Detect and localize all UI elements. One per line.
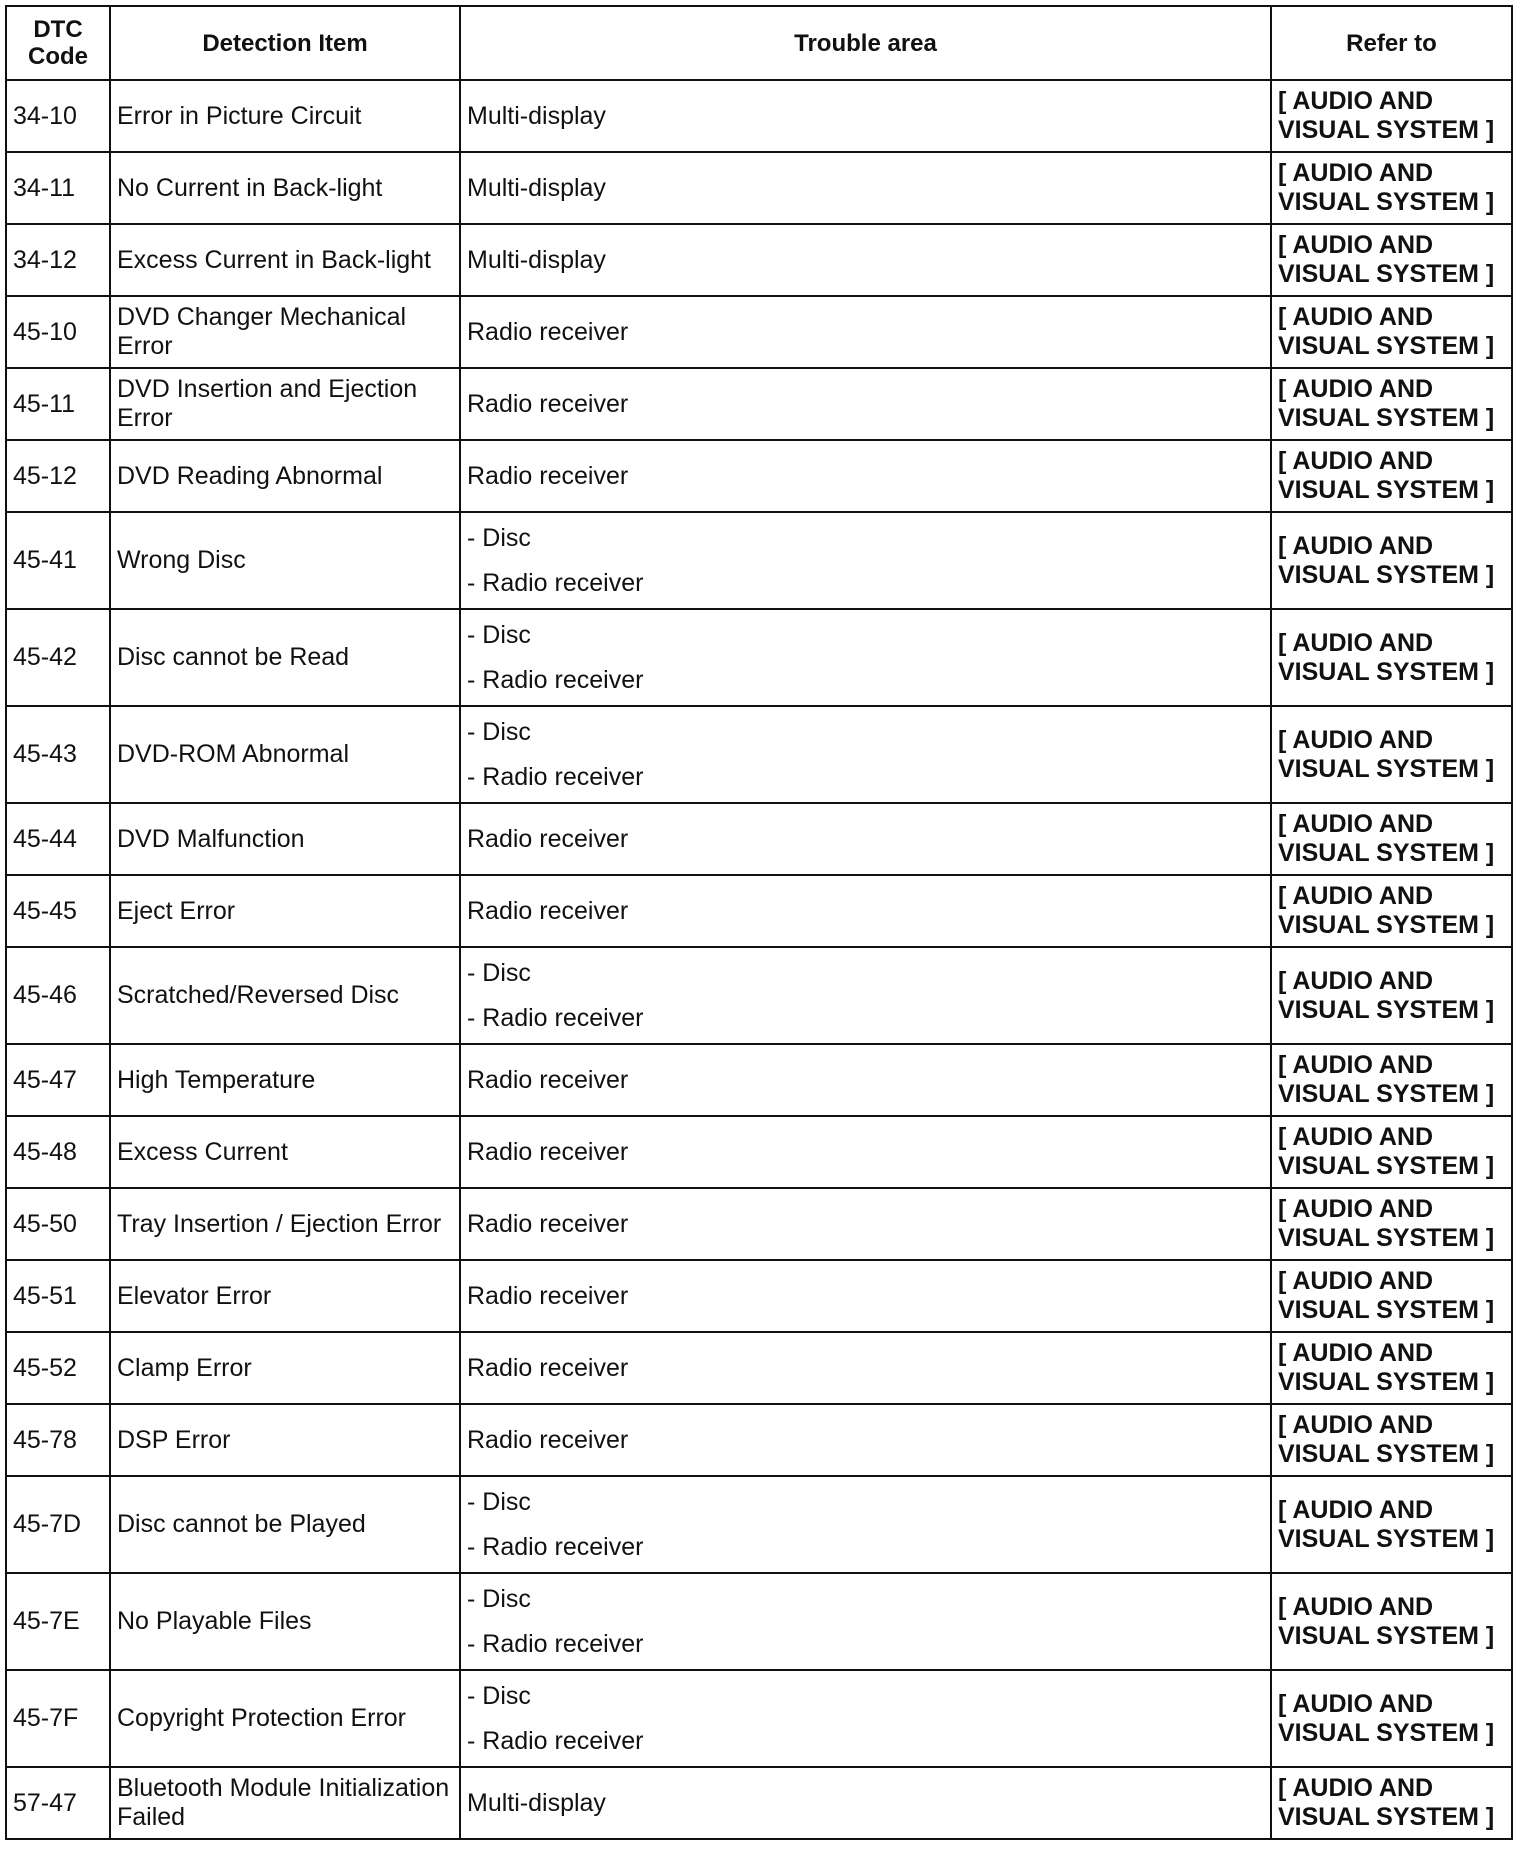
table-header: [6, 6, 1512, 80]
detection-item-cell: DVD Changer Mechanical Error: [110, 296, 460, 368]
refer-to-line: VISUAL SYSTEM ]: [1278, 1524, 1495, 1553]
trouble-area-cell: [460, 1404, 1271, 1476]
refer-to-line: VISUAL SYSTEM ]: [1278, 911, 1495, 939]
refer-to-cell: [1271, 1188, 1512, 1260]
refer-to-cell: [1271, 152, 1512, 224]
dtc-code-cell: 45-51: [6, 1260, 110, 1332]
trouble-area-line: Radio receiver: [467, 1137, 629, 1166]
table-row: [6, 224, 1512, 296]
refer-to-line: [ AUDIO AND: [1278, 447, 1434, 475]
header-dtc-code-line2: Code: [28, 43, 88, 70]
dtc-code-cell: 34-11: [6, 152, 110, 224]
header-row: [6, 6, 1512, 80]
trouble-area-line: Radio receiver: [467, 896, 629, 925]
refer-to-line: [ AUDIO AND: [1278, 1411, 1434, 1439]
dtc-code-cell: 45-50: [6, 1188, 110, 1260]
detection-item-cell: Wrong Disc: [110, 512, 460, 609]
trouble-area-line: Multi-display: [467, 1788, 606, 1817]
refer-to-line: [ AUDIO AND: [1278, 1592, 1434, 1621]
table-row: [6, 1573, 1512, 1670]
refer-to-cell: [1271, 1767, 1512, 1839]
refer-to-line: VISUAL SYSTEM ]: [1278, 1368, 1495, 1396]
refer-to-line: VISUAL SYSTEM ]: [1278, 560, 1495, 589]
trouble-area-line: Radio receiver: [467, 1281, 629, 1310]
trouble-area-cell: [460, 1476, 1271, 1573]
trouble-area-line: - Radio receiver: [467, 762, 644, 791]
dtc-code-cell: 45-12: [6, 440, 110, 512]
detection-item-cell: DSP Error: [110, 1404, 460, 1476]
refer-to-line: VISUAL SYSTEM ]: [1278, 1803, 1495, 1831]
refer-to-line: VISUAL SYSTEM ]: [1278, 1152, 1495, 1180]
detection-item-cell: Bluetooth Module Initialization Failed: [110, 1767, 460, 1839]
detection-item-cell: Excess Current: [110, 1116, 460, 1188]
table-row: [6, 296, 1512, 368]
trouble-area-cell: [460, 1188, 1271, 1260]
dtc-code-cell: 45-45: [6, 875, 110, 947]
refer-to-cell: [1271, 706, 1512, 803]
refer-to-cell: [1271, 296, 1512, 368]
detection-item-cell: Copyright Protection Error: [110, 1670, 460, 1767]
refer-to-line: VISUAL SYSTEM ]: [1278, 1440, 1495, 1468]
header-dtc-code-line1: DTC: [33, 16, 83, 43]
trouble-area-line: Radio receiver: [467, 1425, 629, 1454]
trouble-area-line: - Radio receiver: [467, 1629, 644, 1658]
trouble-area-cell: [460, 1573, 1271, 1670]
trouble-area-line: - Radio receiver: [467, 568, 644, 597]
table-body: [6, 80, 1512, 1839]
refer-to-cell: [1271, 1476, 1512, 1573]
table-row: [6, 80, 1512, 152]
trouble-area-line: - Radio receiver: [467, 665, 644, 694]
detection-item-cell: Scratched/Reversed Disc: [110, 947, 460, 1044]
refer-to-cell: [1271, 875, 1512, 947]
refer-to-line: VISUAL SYSTEM ]: [1278, 332, 1495, 360]
dtc-code-cell: 45-11: [6, 368, 110, 440]
detection-item-cell: No Current in Back-light: [110, 152, 460, 224]
trouble-area-line: Radio receiver: [467, 317, 629, 346]
dtc-code-cell: 45-47: [6, 1044, 110, 1116]
detection-item-cell: DVD Malfunction: [110, 803, 460, 875]
trouble-area-cell: [460, 80, 1271, 152]
trouble-area-line: - Radio receiver: [467, 1532, 644, 1561]
dtc-code-cell: 34-12: [6, 224, 110, 296]
dtc-code-cell: 45-52: [6, 1332, 110, 1404]
trouble-area-cell: [460, 224, 1271, 296]
trouble-area-line: Radio receiver: [467, 1209, 629, 1238]
refer-to-line: VISUAL SYSTEM ]: [1278, 995, 1495, 1024]
refer-to-line: [ AUDIO AND: [1278, 1051, 1434, 1079]
refer-to-line: [ AUDIO AND: [1278, 882, 1434, 910]
trouble-area-cell: [460, 706, 1271, 803]
refer-to-line: [ AUDIO AND: [1278, 159, 1434, 187]
refer-to-cell: [1271, 1573, 1512, 1670]
refer-to-line: VISUAL SYSTEM ]: [1278, 1080, 1495, 1108]
dtc-code-cell: 45-43: [6, 706, 110, 803]
refer-to-line: [ AUDIO AND: [1278, 87, 1434, 115]
trouble-area-cell: [460, 1044, 1271, 1116]
dtc-code-cell: 45-7E: [6, 1573, 110, 1670]
detection-item-cell: Eject Error: [110, 875, 460, 947]
refer-to-line: [ AUDIO AND: [1278, 1267, 1434, 1295]
table-row: [6, 440, 1512, 512]
refer-to-line: VISUAL SYSTEM ]: [1278, 476, 1495, 504]
detection-item-cell: DVD Reading Abnormal: [110, 440, 460, 512]
refer-to-line: [ AUDIO AND: [1278, 1689, 1434, 1718]
table-row: [6, 1116, 1512, 1188]
table-row: [6, 1332, 1512, 1404]
table-row: [6, 947, 1512, 1044]
table-row: [6, 1476, 1512, 1573]
trouble-area-line: - Disc: [467, 958, 531, 987]
trouble-area-line: - Disc: [467, 523, 531, 552]
dtc-code-cell: 45-78: [6, 1404, 110, 1476]
dtc-code-cell: 45-44: [6, 803, 110, 875]
trouble-area-line: Radio receiver: [467, 1353, 629, 1382]
trouble-area-line: - Radio receiver: [467, 1003, 644, 1032]
refer-to-cell: [1271, 609, 1512, 706]
refer-to-line: [ AUDIO AND: [1278, 1195, 1434, 1223]
refer-to-line: [ AUDIO AND: [1278, 810, 1434, 838]
trouble-area-line: Multi-display: [467, 245, 606, 274]
refer-to-line: VISUAL SYSTEM ]: [1278, 188, 1495, 216]
trouble-area-cell: [460, 512, 1271, 609]
refer-to-cell: [1271, 440, 1512, 512]
table-row: [6, 875, 1512, 947]
detection-item-cell: DVD-ROM Abnormal: [110, 706, 460, 803]
header-trouble-area: Trouble area: [460, 6, 1271, 80]
refer-to-cell: [1271, 1116, 1512, 1188]
detection-item-cell: High Temperature: [110, 1044, 460, 1116]
table-row: [6, 803, 1512, 875]
refer-to-line: [ AUDIO AND: [1278, 303, 1434, 331]
refer-to-cell: [1271, 512, 1512, 609]
detection-item-cell: Tray Insertion / Ejection Error: [110, 1188, 460, 1260]
detection-item-cell: Excess Current in Back-light: [110, 224, 460, 296]
refer-to-line: VISUAL SYSTEM ]: [1278, 1718, 1495, 1747]
trouble-area-cell: [460, 1767, 1271, 1839]
refer-to-line: VISUAL SYSTEM ]: [1278, 404, 1495, 432]
trouble-area-cell: [460, 368, 1271, 440]
trouble-area-line: Radio receiver: [467, 824, 629, 853]
table-row: [6, 1188, 1512, 1260]
trouble-area-line: Radio receiver: [467, 461, 629, 490]
trouble-area-line: Multi-display: [467, 173, 606, 202]
refer-to-line: [ AUDIO AND: [1278, 1339, 1434, 1367]
refer-to-line: VISUAL SYSTEM ]: [1278, 657, 1495, 686]
refer-to-cell: [1271, 1332, 1512, 1404]
refer-to-line: VISUAL SYSTEM ]: [1278, 839, 1495, 867]
refer-to-line: [ AUDIO AND: [1278, 628, 1434, 657]
refer-to-line: VISUAL SYSTEM ]: [1278, 1621, 1495, 1650]
refer-to-line: [ AUDIO AND: [1278, 1774, 1434, 1802]
detection-item-cell: Elevator Error: [110, 1260, 460, 1332]
trouble-area-line: - Disc: [467, 717, 531, 746]
dtc-code-cell: 45-46: [6, 947, 110, 1044]
dtc-table: [5, 5, 1513, 1840]
refer-to-line: VISUAL SYSTEM ]: [1278, 754, 1495, 783]
trouble-area-cell: [460, 1116, 1271, 1188]
refer-to-line: [ AUDIO AND: [1278, 375, 1434, 403]
trouble-area-line: - Disc: [467, 1487, 531, 1516]
refer-to-cell: [1271, 224, 1512, 296]
refer-to-line: VISUAL SYSTEM ]: [1278, 260, 1495, 288]
trouble-area-line: Multi-display: [467, 101, 606, 130]
header-dtc-code: [6, 6, 110, 80]
detection-item-cell: DVD Insertion and Ejection Error: [110, 368, 460, 440]
detection-item-cell: Disc cannot be Read: [110, 609, 460, 706]
dtc-code-cell: 45-41: [6, 512, 110, 609]
header-detection-item: Detection Item: [110, 6, 460, 80]
trouble-area-line: - Disc: [467, 1584, 531, 1613]
detection-item-cell: Clamp Error: [110, 1332, 460, 1404]
refer-to-cell: [1271, 803, 1512, 875]
trouble-area-cell: [460, 1332, 1271, 1404]
refer-to-line: VISUAL SYSTEM ]: [1278, 1296, 1495, 1324]
dtc-code-cell: 45-10: [6, 296, 110, 368]
dtc-code-cell: 45-42: [6, 609, 110, 706]
header-refer-to: Refer to: [1271, 6, 1512, 80]
trouble-area-cell: [460, 1670, 1271, 1767]
dtc-code-cell: 45-48: [6, 1116, 110, 1188]
table-row: [6, 512, 1512, 609]
trouble-area-line: Radio receiver: [467, 1065, 629, 1094]
refer-to-cell: [1271, 947, 1512, 1044]
trouble-area-cell: [460, 609, 1271, 706]
trouble-area-cell: [460, 875, 1271, 947]
trouble-area-line: - Radio receiver: [467, 1726, 644, 1755]
refer-to-line: VISUAL SYSTEM ]: [1278, 1224, 1495, 1252]
refer-to-cell: [1271, 1670, 1512, 1767]
refer-to-line: [ AUDIO AND: [1278, 1495, 1434, 1524]
detection-item-cell: Error in Picture Circuit: [110, 80, 460, 152]
trouble-area-line: - Disc: [467, 620, 531, 649]
refer-to-cell: [1271, 80, 1512, 152]
table-row: [6, 706, 1512, 803]
table-row: [6, 1260, 1512, 1332]
refer-to-cell: [1271, 1044, 1512, 1116]
dtc-code-cell: 57-47: [6, 1767, 110, 1839]
detection-item-cell: Disc cannot be Played: [110, 1476, 460, 1573]
detection-item-cell: No Playable Files: [110, 1573, 460, 1670]
trouble-area-cell: [460, 947, 1271, 1044]
trouble-area-cell: [460, 296, 1271, 368]
table-row: [6, 152, 1512, 224]
trouble-area-cell: [460, 152, 1271, 224]
refer-to-cell: [1271, 1404, 1512, 1476]
table-row: [6, 368, 1512, 440]
refer-to-line: [ AUDIO AND: [1278, 1123, 1434, 1151]
dtc-code-cell: 45-7F: [6, 1670, 110, 1767]
trouble-area-line: - Disc: [467, 1681, 531, 1710]
trouble-area-cell: [460, 1260, 1271, 1332]
dtc-code-cell: 45-7D: [6, 1476, 110, 1573]
refer-to-cell: [1271, 368, 1512, 440]
refer-to-cell: [1271, 1260, 1512, 1332]
table-row: [6, 609, 1512, 706]
dtc-code-cell: 34-10: [6, 80, 110, 152]
trouble-area-cell: [460, 803, 1271, 875]
refer-to-line: [ AUDIO AND: [1278, 966, 1434, 995]
table-row: [6, 1767, 1512, 1839]
table-row: [6, 1670, 1512, 1767]
trouble-area-cell: [460, 440, 1271, 512]
refer-to-line: [ AUDIO AND: [1278, 725, 1434, 754]
table-row: [6, 1404, 1512, 1476]
refer-to-line: VISUAL SYSTEM ]: [1278, 116, 1495, 144]
trouble-area-line: Radio receiver: [467, 389, 629, 418]
refer-to-line: [ AUDIO AND: [1278, 531, 1434, 560]
refer-to-line: [ AUDIO AND: [1278, 231, 1434, 259]
table-row: [6, 1044, 1512, 1116]
